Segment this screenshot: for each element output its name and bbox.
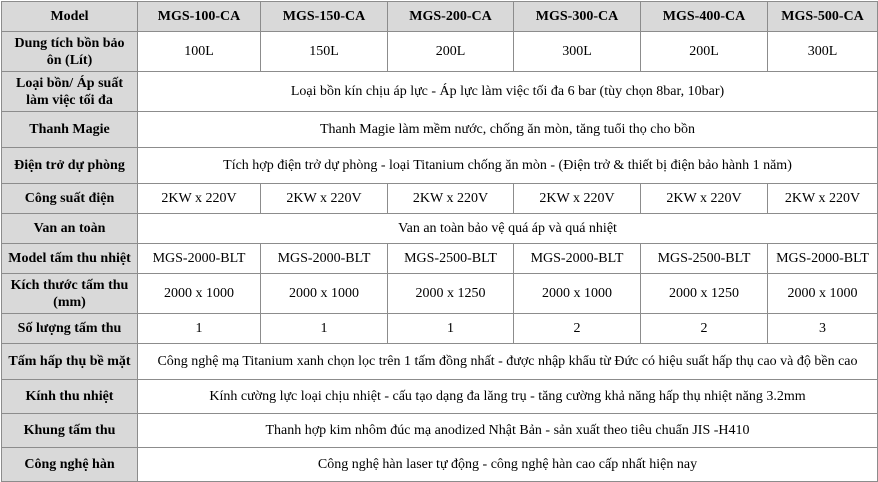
table-cell: 2000 x 1250: [641, 274, 768, 314]
table-row: [2, 414, 878, 448]
table-cell: 2KW x 220V: [261, 184, 388, 214]
table-cell: 150L: [261, 32, 388, 72]
row-label: Dung tích bồn bảo ôn (Lít): [2, 32, 138, 72]
table-row: [2, 244, 878, 274]
table-row: [2, 380, 878, 414]
row-label: Loại bồn/ Áp suất làm việc tối đa: [2, 72, 138, 112]
table-cell: MGS-2500-BLT: [641, 244, 768, 274]
table-row: [2, 214, 878, 244]
table-cell-merged: Kính cường lực loại chịu nhiệt - cấu tạo dạng đa lăng trụ - tăng cường khả năng hấp thụ nhiệt năng 3.2mm: [138, 380, 878, 414]
table-cell: 2KW x 220V: [768, 184, 878, 214]
header-cell: Model: [2, 2, 138, 32]
table-cell: 2: [641, 314, 768, 344]
table-row: [2, 314, 878, 344]
table-cell: 2000 x 1000: [261, 274, 388, 314]
row-label: Kính thu nhiệt: [2, 380, 138, 414]
row-label: Số lượng tấm thu: [2, 314, 138, 344]
table-cell: 2KW x 220V: [388, 184, 514, 214]
table-cell: 1: [138, 314, 261, 344]
table-row: [2, 448, 878, 482]
table-cell: 2KW x 220V: [641, 184, 768, 214]
header-cell: MGS-200-CA: [388, 2, 514, 32]
table-cell: 2000 x 1000: [138, 274, 261, 314]
row-label: Công suất điện: [2, 184, 138, 214]
header-cell: MGS-400-CA: [641, 2, 768, 32]
row-label: Công nghệ hàn: [2, 448, 138, 482]
header-cell: MGS-500-CA: [768, 2, 878, 32]
header-row: [2, 2, 878, 32]
row-label: Khung tấm thu: [2, 414, 138, 448]
table-cell-merged: Van an toàn bảo vệ quá áp và quá nhiệt: [138, 214, 878, 244]
spec-table: [1, 1, 878, 482]
row-label: Model tấm thu nhiệt: [2, 244, 138, 274]
header-cell: MGS-300-CA: [514, 2, 641, 32]
table-cell: 200L: [641, 32, 768, 72]
row-label: Van an toàn: [2, 214, 138, 244]
table-cell: MGS-2000-BLT: [768, 244, 878, 274]
table-row: [2, 112, 878, 148]
table-cell: 300L: [514, 32, 641, 72]
table-cell-merged: Loại bồn kín chịu áp lực - Áp lực làm việc tối đa 6 bar (tùy chọn 8bar, 10bar): [138, 72, 878, 112]
row-label: Tấm hấp thụ bề mặt: [2, 344, 138, 380]
row-label: Kích thước tấm thu (mm): [2, 274, 138, 314]
table-cell-merged: Công nghệ mạ Titanium xanh chọn lọc trên 1 tấm đồng nhất - được nhập khẩu từ Đức có hiệu suất hấp thụ cao và độ bền cao: [138, 344, 878, 380]
header-cell: MGS-100-CA: [138, 2, 261, 32]
header-cell: MGS-150-CA: [261, 2, 388, 32]
table-cell: 200L: [388, 32, 514, 72]
table-cell: 2000 x 1250: [388, 274, 514, 314]
table-cell: 2: [514, 314, 641, 344]
table-cell: 1: [261, 314, 388, 344]
table-row: [2, 274, 878, 314]
table-cell: MGS-2000-BLT: [138, 244, 261, 274]
table-cell: MGS-2000-BLT: [261, 244, 388, 274]
table-row: [2, 344, 878, 380]
table-cell: 3: [768, 314, 878, 344]
table-cell: 2000 x 1000: [514, 274, 641, 314]
table-row: [2, 148, 878, 184]
table-row: [2, 32, 878, 72]
table-cell: 2KW x 220V: [514, 184, 641, 214]
row-label: Thanh Magie: [2, 112, 138, 148]
table-cell: 2KW x 220V: [138, 184, 261, 214]
table-cell-merged: Tích hợp điện trở dự phòng - loại Titanium chống ăn mòn - (Điện trở & thiết bị điện bảo hành 1 năm): [138, 148, 878, 184]
table-cell-merged: Công nghệ hàn laser tự động - công nghệ hàn cao cấp nhất hiện nay: [138, 448, 878, 482]
table-cell-merged: Thanh hợp kim nhôm đúc mạ anodized Nhật Bản - sản xuất theo tiêu chuẩn JIS -H410: [138, 414, 878, 448]
table-row: [2, 184, 878, 214]
table-cell: 2000 x 1000: [768, 274, 878, 314]
table-cell-merged: Thanh Magie làm mềm nước, chống ăn mòn, tăng tuổi thọ cho bồn: [138, 112, 878, 148]
table-cell: MGS-2500-BLT: [388, 244, 514, 274]
table-cell: 300L: [768, 32, 878, 72]
table-cell: 100L: [138, 32, 261, 72]
table-row: [2, 72, 878, 112]
row-label: Điện trở dự phòng: [2, 148, 138, 184]
table-cell: MGS-2000-BLT: [514, 244, 641, 274]
table-cell: 1: [388, 314, 514, 344]
